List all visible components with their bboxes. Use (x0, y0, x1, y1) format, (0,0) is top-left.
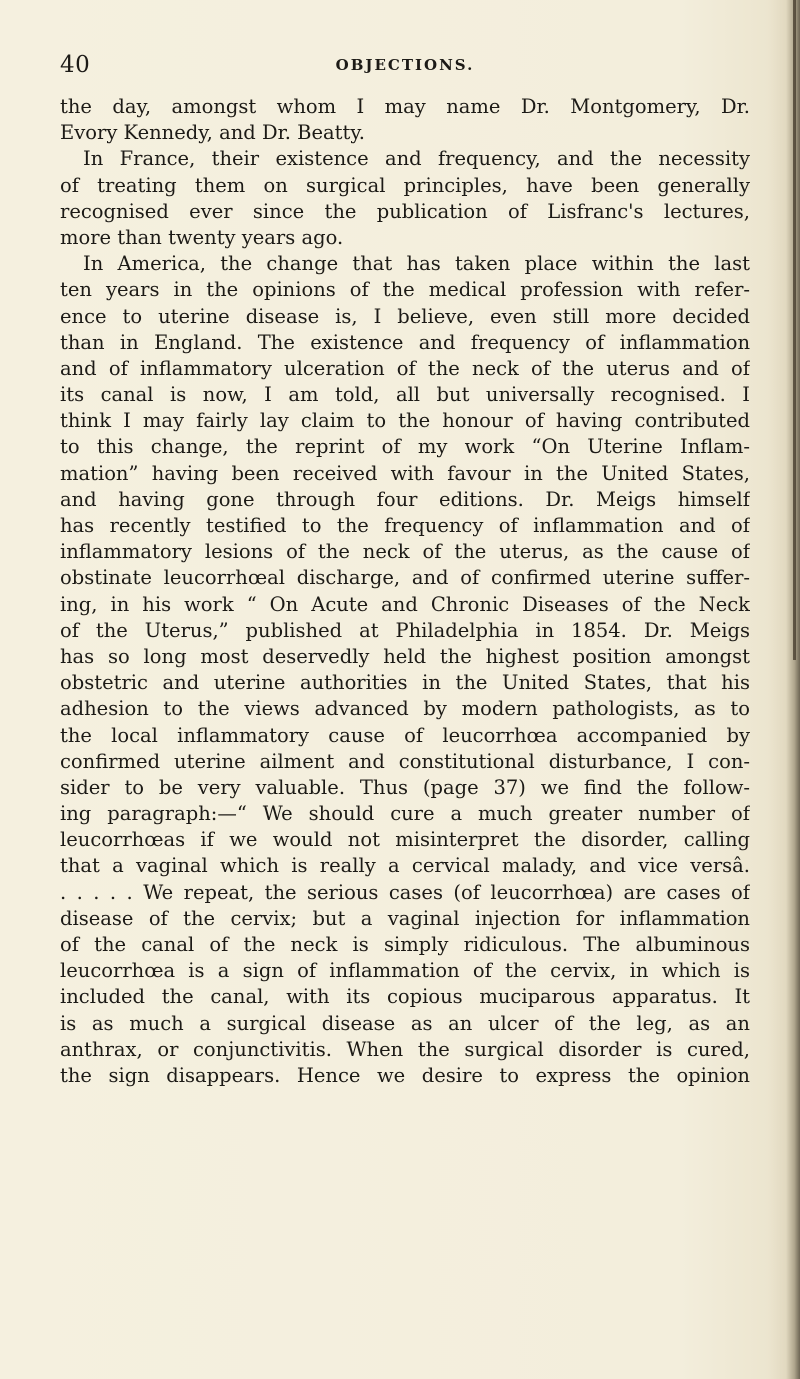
text-line: to this change, the reprint of my work “On Uterine Inflam- (60, 435, 750, 459)
text-line: the sign disappears. Hence we desire to express the opinion (60, 1063, 750, 1087)
text-line: obstetric and uterine authorities in the United States, that his (60, 671, 750, 695)
text-line: leucorrhœas if we would not misinterpret the disorder, calling (60, 828, 750, 852)
text-line: ten years in the opinions of the medical profession with refer- (60, 278, 750, 302)
text-line: leucorrhœa is a sign of inflammation of the cervix, in which is (60, 959, 750, 983)
text-line: more than twenty years ago. (60, 225, 344, 249)
text-line: confirmed uterine ailment and constitutional disturbance, I con- (60, 749, 750, 773)
running-title: OBJECTIONS. (335, 56, 475, 74)
text-line: has so long most deservedly held the highest position amongst (60, 644, 750, 668)
text-line: ence to uterine disease is, I believe, even still more decided (60, 304, 750, 328)
text-line: In France, their existence and frequency, and the necessity (83, 147, 750, 171)
text-line: and having gone through four editions. Dr. Meigs himself (60, 487, 750, 511)
text-line: of treating them on surgical principles, have been generally (60, 173, 750, 197)
running-head (60, 52, 750, 82)
text-line: inflammatory lesions of the neck of the uterus, as the cause of (60, 540, 750, 564)
body-text (60, 94, 750, 1089)
text-line: the day, amongst whom I may name Dr. Montgomery, Dr. (60, 95, 750, 118)
text-line: ing paragraph:—“ We should cure a much greater number of (60, 802, 750, 826)
text-line: disease of the cervix; but a vaginal injection for inflammation (60, 906, 750, 930)
text-line: recognised ever since the publication of Lisfranc's lectures, (60, 199, 750, 223)
text-line: and of inflammatory ulceration of the neck of the uterus and of (60, 356, 750, 380)
text-line: sider to be very valuable. Thus (page 37) we find the follow- (60, 775, 750, 799)
text-line: than in England. The existence and frequency of inflammation (60, 330, 750, 354)
text-line: mation” having been received with favour in the United States, (60, 461, 750, 485)
text-line: anthrax, or conjunctivitis. When the surgical disorder is cured, (60, 1037, 750, 1061)
text-line: that a vaginal which is really a cervical malady, and vice versâ. (60, 854, 750, 878)
text-line: obstinate leucorrhœal discharge, and of confirmed uterine suffer- (60, 566, 750, 590)
text-line: Evory Kennedy, and Dr. Beatty. (60, 121, 365, 145)
text-line: think I may fairly lay claim to the honour of having contributed (60, 409, 750, 433)
page-number: 40 (60, 52, 91, 78)
text-line: has recently testified to the frequency of inflammation and of (60, 514, 750, 537)
page-edge-line (793, 0, 796, 660)
text-line: included the canal, with its copious muciparous apparatus. It (60, 985, 750, 1009)
text-line: ing, in his work “ On Acute and Chronic Diseases of the Neck (60, 592, 750, 616)
text-line: In America, the change that has taken place within the last (83, 252, 750, 276)
text-line: of the Uterus,” published at Philadelphia in 1854. Dr. Meigs (60, 618, 750, 642)
text-line: its canal is now, I am told, all but universally recognised. I (60, 383, 750, 407)
text-line: of the canal of the neck is simply ridiculous. The albuminous (60, 933, 750, 956)
text-line: adhesion to the views advanced by modern pathologists, as to (60, 697, 750, 721)
text-line: the local inflammatory cause of leucorrhœa accompanied by (60, 723, 750, 747)
text-line: . . . . . We repeat, the serious cases (of leucorrhœa) are cases of (60, 880, 750, 904)
text-line: is as much a surgical disease as an ulcer of the leg, as an (60, 1011, 750, 1035)
